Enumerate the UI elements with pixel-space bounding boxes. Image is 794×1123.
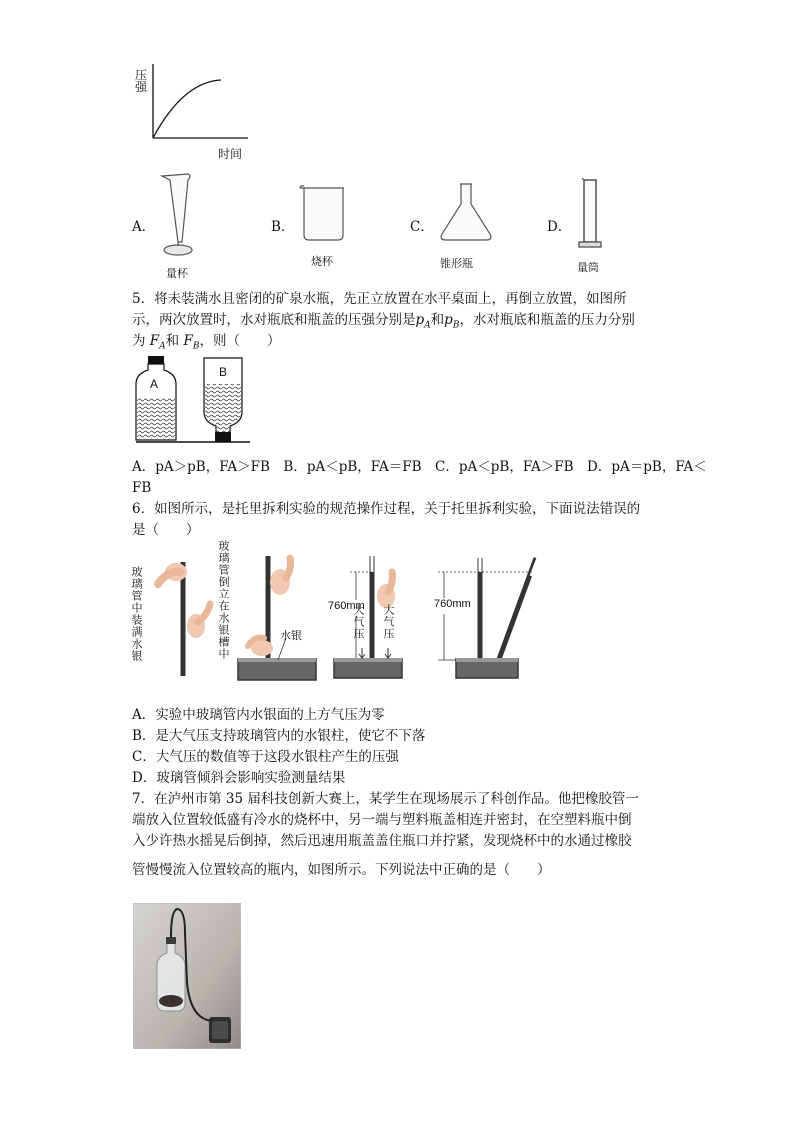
q4-option-d-caption: 量筒 (577, 261, 599, 274)
q5-line2-c: ，水对瓶底和瓶盖的压力分别 (459, 312, 635, 328)
q5-line3-c: ，则（ ） (199, 333, 281, 349)
bottles-figure (132, 354, 252, 446)
step1-caption: 玻璃管中装满水银 (130, 566, 143, 662)
torricelli-figure (140, 552, 560, 687)
q7-stem-line3: 入少许热水摇晃后倒掉，然后迅速用瓶盖盖住瓶口并拧紧，发现烧杯中的水通过橡胶 (132, 833, 632, 849)
q6-option-c[interactable]: C．大气压的数值等于这段水银柱产生的压强 (132, 749, 399, 765)
height-label-step4: 760mm (434, 598, 471, 610)
bottle-a-label: A (150, 377, 159, 391)
mercury-label: 水银 (280, 630, 302, 642)
q5-line3-a: 为 (132, 333, 146, 349)
bottle-a-cap (148, 356, 164, 364)
atm-label-left: 大气压 (352, 604, 365, 640)
step2-caption: 玻璃管倒立在水银槽中 (217, 540, 230, 660)
q4-option-c-caption: 锥形瓶 (440, 257, 473, 270)
beaker-icon (298, 185, 348, 243)
q4-option-a-caption: 量杯 (166, 267, 188, 280)
q5-options-tail: FB (132, 480, 152, 496)
q6-stem-line1: 6．如图所示，是托里拆利实验的规范操作过程，关于托里拆利实验，下面说法错误的 (132, 501, 641, 517)
q6-option-a[interactable]: A．实验中玻璃管内水银面的上方气压为零 (132, 707, 385, 723)
tube-4-tilted (498, 558, 536, 662)
q7-stem-line1: 7．在泸州市第 35 届科技创新大赛上，某学生在现场展示了科创作品。他把橡胶管一 (132, 791, 639, 807)
pressure-curve (153, 80, 221, 138)
q5-line2-a: 示，两次放置时，水对瓶底和瓶盖的压强分别是 (132, 312, 416, 328)
q6-stem-line2: 是（ ） (132, 522, 200, 538)
q5-line2-b: 和 (430, 312, 445, 328)
q4-option-a-letter[interactable]: A． (132, 219, 156, 235)
q4-option-b-caption: 烧杯 (311, 255, 333, 268)
q5-options[interactable]: A．pA＞pB，FA＞FB B．pA＜pB，FA＝FB C．pA＜pB，FA＞FB D．pA＝pB，FA＜ (132, 459, 707, 475)
q5-line3-b: 和 (165, 333, 180, 349)
graph-ylabel-bottom: 强 (135, 80, 148, 94)
atm-label-right: 大气压 (382, 604, 395, 640)
q4-option-c-letter[interactable]: C． (410, 219, 434, 235)
q7-stem-line2: 端放入位置较低盛有冷水的烧杯中，另一端与塑料瓶盖相连并密封，在空塑料瓶中倒 (132, 812, 632, 828)
conical-flask-icon (436, 182, 496, 244)
q5-stem-line2: 示，两次放置时，水对瓶底和瓶盖的压强分别是$p_A$和$p_B$，水对瓶底和瓶盖的压力分别 (132, 312, 635, 331)
q5-stem-line3: 为 $F_A$和 $F_B$，则（ ） (132, 333, 281, 352)
bottle-b-label: B (219, 365, 228, 379)
q4-option-d-letter[interactable]: D． (547, 219, 572, 235)
graduated-cylinder-icon (576, 178, 606, 250)
graph-ylabel-top: 压 (135, 68, 148, 82)
graph-xlabel: 时间 (218, 147, 243, 161)
bottle-a-water (137, 398, 175, 439)
q7-stem-line4: 管慢慢流入位置较高的瓶内，如图所示。下列说法中正确的是（ ） (132, 862, 551, 878)
q4-option-b-letter[interactable]: B． (271, 219, 295, 235)
measuring-cup-icon (158, 172, 198, 258)
height-label-step3: 760mm (328, 600, 365, 612)
q6-option-d[interactable]: D．玻璃管倾斜会影响实验测量结果 (132, 770, 346, 786)
apparatus-photo (133, 903, 241, 1049)
q6-option-b[interactable]: B．是大气压支持玻璃管内的水银柱，使它不下落 (132, 728, 426, 744)
bottle-b-cap (215, 432, 231, 442)
q5-stem-line1: 5．将未装满水且密闭的矿泉水瓶，先正立放置在水平桌面上，再倒立放置，如图所 (132, 291, 627, 307)
